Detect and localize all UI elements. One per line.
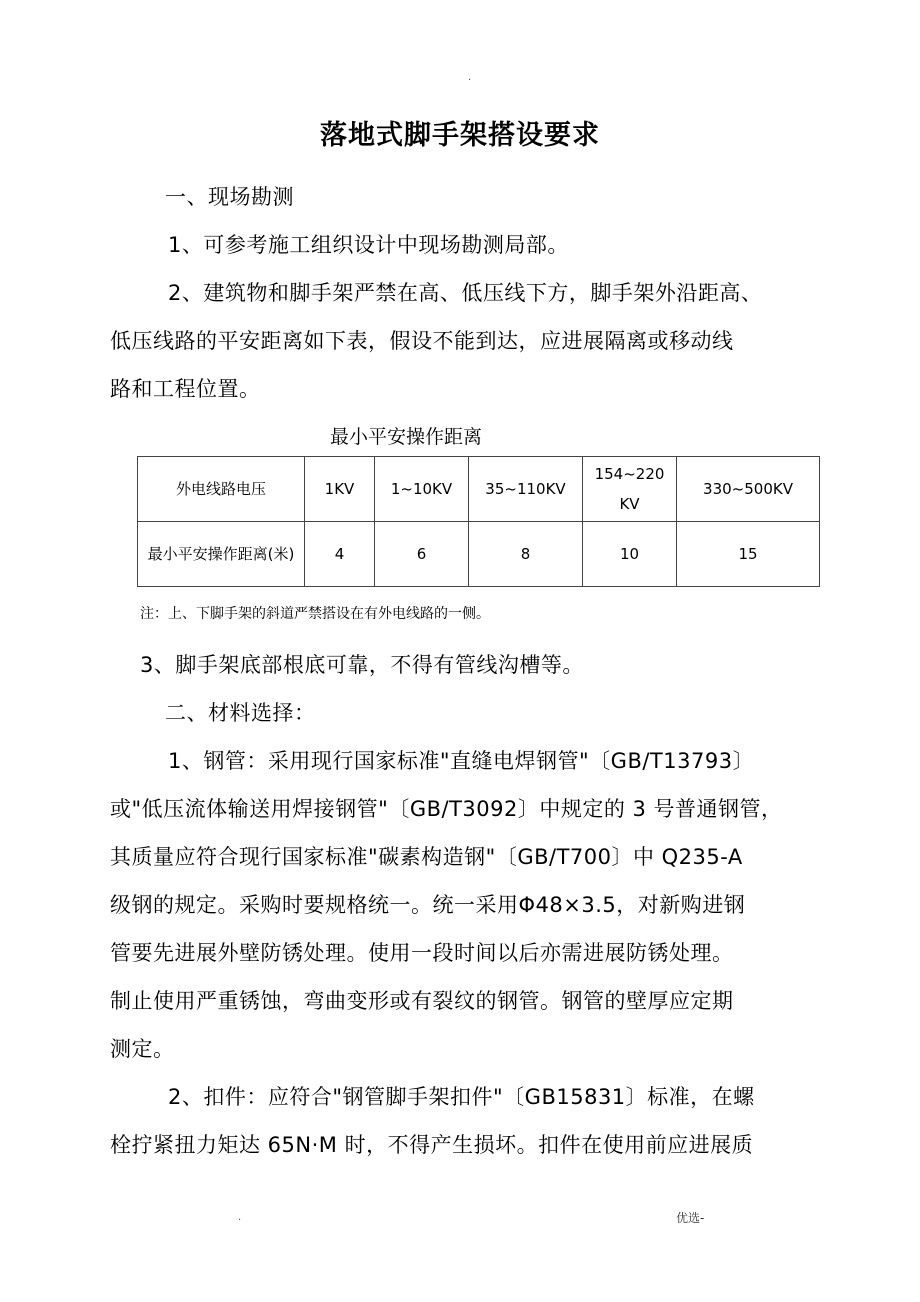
mat1-line6: 制止使用严重锈蚀，弯曲变形或有裂纹的钢管。钢管的壁厚应定期 [110,989,734,1013]
mat1-line4: 级钢的规定。采购时要规格统一。统一采用Φ48×3.5，对新购进钢 [110,893,746,917]
footer-mark: . [238,1212,242,1223]
mat1-line3: 其质量应符合现行国家标准"碳素构造钢"〔GB/T700〕中 Q235-A [110,845,743,869]
footer-text: 优选- [676,1211,705,1225]
section1-heading: 一、现场勘测 [165,185,294,209]
table-header-row [138,457,820,522]
item1-text: 1、可参考施工组织设计中现场勘测局部。 [168,233,569,257]
table-note: 注：上、下脚手架的斜道严禁搭设在有外电线路的一侧。 [140,606,490,622]
item2-line3: 路和工程位置。 [110,377,261,401]
voltage-cell: 1~10KV [375,457,469,522]
distance-label-cell: 最小平安操作距离(米) [138,522,305,587]
voltage-cell: 35~110KV [469,457,583,522]
distance-cell: 4 [305,522,375,587]
item2-line2: 低压线路的平安距离如下表，假设不能到达，应进展隔离或移动线 [110,329,734,353]
section2-heading: 二、材料选择： [165,701,316,725]
header-mark: . [468,72,472,83]
distance-cell: 15 [677,522,820,587]
item2-line1: 2、建筑物和脚手架严禁在高、低压线下方，脚手架外沿距高、 [168,281,763,305]
mat1-line2: 或"低压流体输送用焊接钢管"〔GB/T3092〕中规定的 3 号普通钢管， [110,797,783,821]
voltage-label-cell: 外电线路电压 [138,457,305,522]
table-caption: 最小平安操作距离 [330,426,483,448]
mat1-line1: 1、钢管：采用现行国家标准"直缝电焊钢管"〔GB/T13793〕 [168,749,755,773]
voltage-cell: 1KV [305,457,375,522]
distance-cell: 6 [375,522,469,587]
mat2-line1: 2、扣件：应符合"钢管脚手架扣件"〔GB15831〕标准，在螺 [168,1085,755,1109]
page-title: 落地式脚手架搭设要求 [320,120,600,151]
voltage-cell: 154~220 KV [583,457,677,522]
distance-cell: 10 [583,522,677,587]
distance-cell: 8 [469,522,583,587]
mat1-line5: 管要先进展外壁防锈处理。使用一段时间以后亦需进展防锈处理。 [110,941,734,965]
table-row [138,522,820,587]
mat1-line7: 测定。 [110,1037,175,1061]
voltage-cell: 330~500KV [677,457,820,522]
mat2-line2: 栓拧紧扭力矩达 65N·M 时，不得产生损坏。扣件在使用前应进展质 [110,1133,754,1157]
item3-text: 3、脚手架底部根底可靠，不得有管线沟槽等。 [140,653,584,677]
distance-table [137,456,820,587]
